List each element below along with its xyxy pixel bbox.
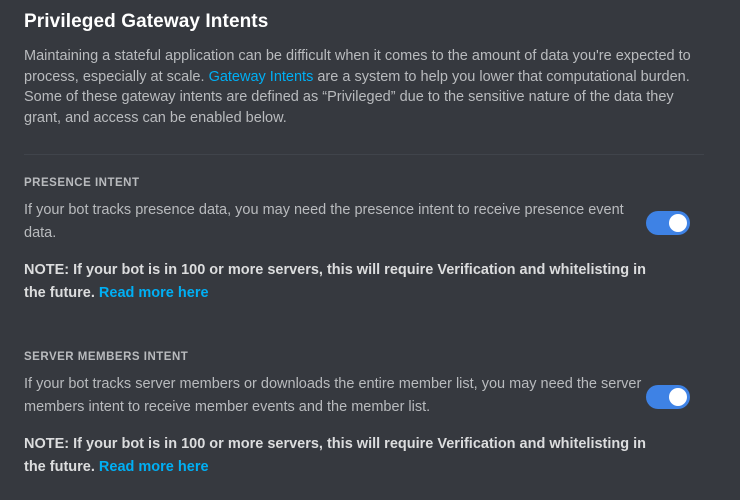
intro-paragraph (24, 46, 704, 128)
gateway-intents-link[interactable]: Gateway Intents (208, 68, 314, 85)
server-members-intent-section (24, 351, 704, 479)
server-members-intent-note (24, 433, 664, 479)
intro-text-part2: are a system to help you lower that computational burden. Some of these gateway intents are defined as “Privileged” due to the sensitive nature of the data they grant, and access can be enabled below. (24, 68, 690, 126)
divider (24, 154, 704, 155)
server-members-intent-description: If your bot tracks server members or downloads the entire member list, you may need the server members intent to receive member events and the member list. (24, 376, 642, 415)
server-members-read-more-link[interactable]: Read more here (98, 459, 209, 475)
presence-toggle-knob (669, 214, 687, 232)
intro-text-part1: Maintaining a stateful application can be difficult when it comes to the amount of data you're expected to process, especially at scale. (24, 48, 691, 85)
presence-note-text: NOTE: If your bot is in 100 or more servers, this will require Verification and whitelisting in the future. (24, 262, 647, 301)
page-title: Privileged Gateway Intents (24, 11, 269, 32)
presence-intent-note (24, 259, 664, 305)
presence-intent-section (24, 177, 704, 305)
presence-intent-description: If your bot tracks presence data, you may need the presence intent to receive presence event data. (24, 202, 624, 241)
server-members-note-text: NOTE: If your bot is in 100 or more servers, this will require Verification and whitelisting in the future. (24, 436, 647, 475)
server-members-toggle-knob (669, 388, 687, 406)
presence-intent-toggle[interactable] (646, 211, 690, 235)
server-members-intent-label: SERVER MEMBERS INTENT (24, 351, 189, 363)
presence-read-more-link[interactable]: Read more here (98, 285, 209, 301)
presence-intent-label: PRESENCE INTENT (24, 177, 140, 189)
server-members-intent-toggle[interactable] (646, 385, 690, 409)
